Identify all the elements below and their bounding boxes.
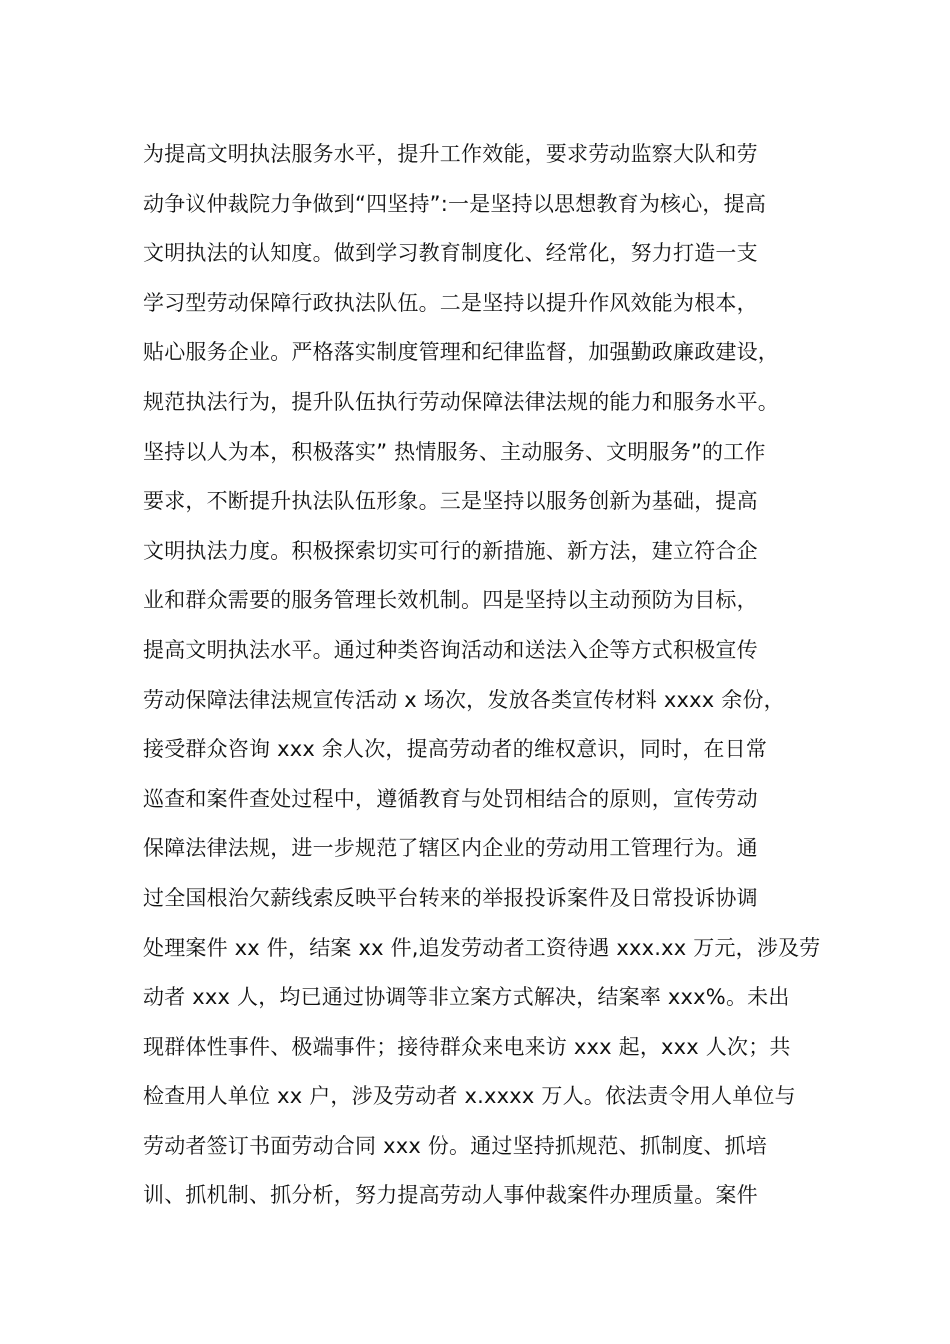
- text-line: 处理案件 xx 件，结案 xx 件,追发劳动者工资待遇 xxx.xx 万元，涉及劳: [143, 935, 821, 960]
- text-line: 训、抓机制、抓分析，努力提高劳动人事仲裁案件办理质量。案件: [143, 1183, 758, 1208]
- text-line: 劳动者签订书面劳动合同 xxx 份。通过坚持抓规范、抓制度、抓培: [143, 1133, 768, 1158]
- body-paragraph: [143, 130, 843, 1221]
- text-line: 接受群众咨询 xxx 余人次，提高劳动者的维权意识，同时，在日常: [143, 737, 768, 762]
- text-line: 文明执法的认知度。做到学习教育制度化、经常化，努力打造一支: [143, 241, 758, 266]
- text-line: 劳动保障法律法规宣传活动 x 场次，发放各类宣传材料 xxxx 余份，: [143, 687, 785, 712]
- text-line: 规范执法行为，提升队伍执行劳动保障法律法规的能力和服务水平。: [143, 389, 779, 414]
- text-line: 业和群众需要的服务管理长效机制。四是坚持以主动预防为目标，: [143, 588, 758, 613]
- text-line: 要求，不断提升执法队伍形象。三是坚持以服务创新为基础，提高: [143, 489, 758, 514]
- text-line: 动者 xxx 人，均已通过协调等非立案方式解决，结案率 xxx%。未出: [143, 985, 790, 1010]
- text-line: 检查用人单位 xx 户，涉及劳动者 x.xxxx 万人。依法责令用人单位与: [143, 1084, 796, 1109]
- text-line: 学习型劳动保障行政执法队伍。二是坚持以提升作风效能为根本，: [143, 290, 758, 315]
- text-line: 动争议仲裁院力争做到“四坚持”:一是坚持以思想教育为核心，提高: [143, 191, 767, 216]
- text-line: 保障法律法规，进一步规范了辖区内企业的劳动用工管理行为。通: [143, 836, 758, 861]
- text-line: 现群体性事件、极端事件；接待群众来电来访 xxx 起，xxx 人次；共: [143, 1034, 791, 1059]
- text-line: 贴心服务企业。严格落实制度管理和纪律监督，加强勤政廉政建设，: [143, 340, 779, 365]
- text-line: 过全国根治欠薪线索反映平台转来的举报投诉案件及日常投诉协调: [143, 885, 758, 910]
- text-line: 坚持以人为本，积极落实” 热情服务、主动服务、文明服务”的工作: [143, 439, 766, 464]
- text-line: 为提高文明执法服务水平，提升工作效能，要求劳动监察大队和劳: [143, 142, 758, 166]
- text-line: 提高文明执法水平。通过种类咨询活动和送法入企等方式积极宣传: [143, 637, 758, 662]
- text-line: 文明执法力度。积极探索切实可行的新措施、新方法，建立符合企: [143, 538, 758, 563]
- text-line: 巡查和案件查处过程中，遵循教育与处罚相结合的原则，宣传劳动: [143, 786, 758, 811]
